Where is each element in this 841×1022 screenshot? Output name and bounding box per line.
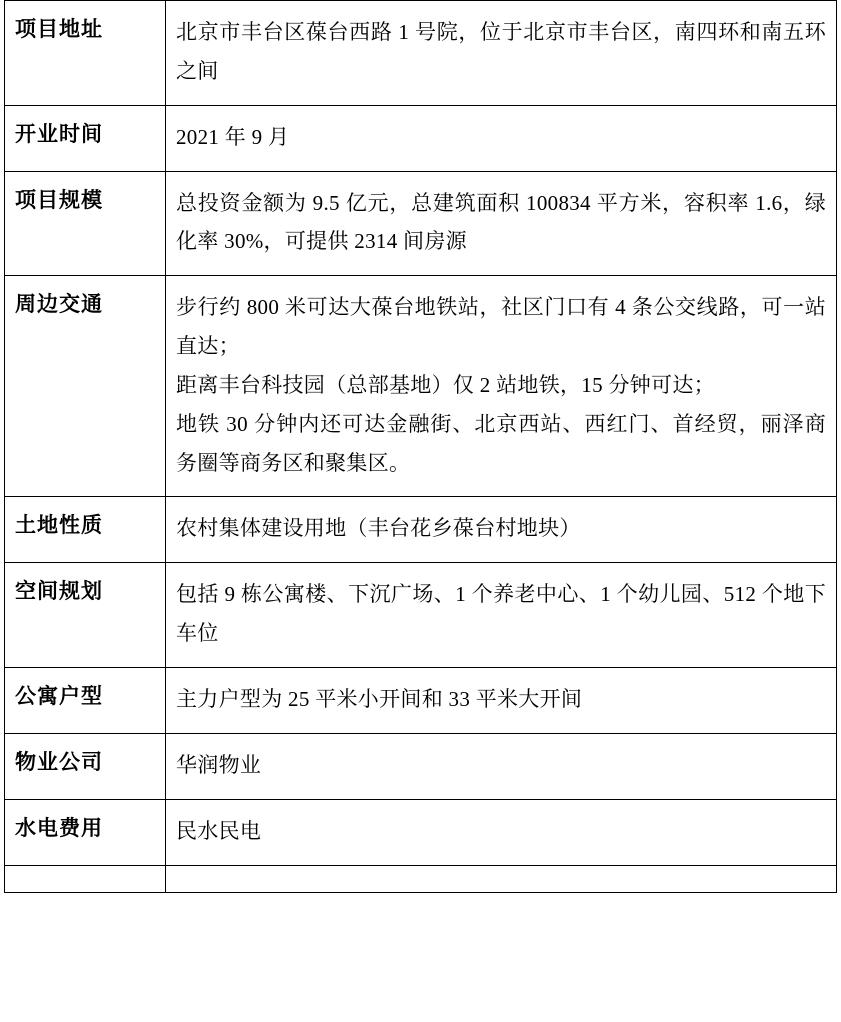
row-value-opening-time bbox=[166, 105, 837, 171]
table-row bbox=[5, 105, 837, 171]
value-line: 农村集体建设用地（丰台花乡葆台村地块） bbox=[176, 516, 581, 541]
row-label-project-scale: 项目规模 bbox=[5, 171, 166, 276]
table-row bbox=[5, 171, 837, 276]
table-row bbox=[5, 497, 837, 563]
row-value-project-address bbox=[166, 1, 837, 106]
row-label-space-planning: 空间规划 bbox=[5, 563, 166, 668]
row-label-surrounding-transport: 周边交通 bbox=[5, 276, 166, 497]
table-row bbox=[5, 733, 837, 799]
row-value-space-planning bbox=[166, 563, 837, 668]
row-label-project-address: 项目地址 bbox=[5, 1, 166, 106]
value-line: 北京市丰台区葆台西路 1 号院，位于北京市丰台区，南四环和南五环之间 bbox=[176, 20, 826, 83]
row-value-utility-fee bbox=[166, 799, 837, 865]
table-body bbox=[5, 1, 837, 893]
row-value-land-nature bbox=[166, 497, 837, 563]
value-line: 华润物业 bbox=[176, 752, 262, 777]
value-line: 步行约 800 米可达大葆台地铁站，社区门口有 4 条公交线路，可一站直达； bbox=[176, 295, 826, 359]
table-row bbox=[5, 799, 837, 865]
row-value-empty bbox=[166, 865, 837, 892]
value-line: 总投资金额为 9.5 亿元，总建筑面积 100834 平方米，容积率 1.6，绿化率 30%，可提供 2314 间房源 bbox=[176, 190, 826, 254]
value-line: 2021 年 9 月 bbox=[176, 124, 290, 149]
value-line: 民水民电 bbox=[176, 818, 262, 843]
row-label-empty bbox=[5, 865, 166, 892]
row-label-land-nature: 土地性质 bbox=[5, 497, 166, 563]
table-row-partial bbox=[5, 865, 837, 892]
row-value-project-scale bbox=[166, 171, 837, 276]
project-info-table bbox=[4, 0, 837, 893]
row-value-apartment-type bbox=[166, 667, 837, 733]
row-label-utility-fee: 水电费用 bbox=[5, 799, 166, 865]
table-row bbox=[5, 667, 837, 733]
value-line: 包括 9 栋公寓楼、下沉广场、1 个养老中心、1 个幼儿园、512 个地下车位 bbox=[176, 582, 826, 646]
row-label-apartment-type: 公寓户型 bbox=[5, 667, 166, 733]
value-line: 主力户型为 25 平米小开间和 33 平米大开间 bbox=[176, 686, 583, 711]
value-line: 地铁 30 分钟内还可达金融街、北京西站、西红门、首经贸，丽泽商务圈等商务区和聚集区。 bbox=[176, 411, 826, 475]
table-row bbox=[5, 276, 837, 497]
value-line: 距离丰台科技园（总部基地）仅 2 站地铁，15 分钟可达； bbox=[176, 372, 715, 397]
table-row bbox=[5, 563, 837, 668]
row-label-property-company: 物业公司 bbox=[5, 733, 166, 799]
row-value-surrounding-transport bbox=[166, 276, 837, 497]
row-label-opening-time: 开业时间 bbox=[5, 105, 166, 171]
row-value-property-company bbox=[166, 733, 837, 799]
table-row bbox=[5, 1, 837, 106]
